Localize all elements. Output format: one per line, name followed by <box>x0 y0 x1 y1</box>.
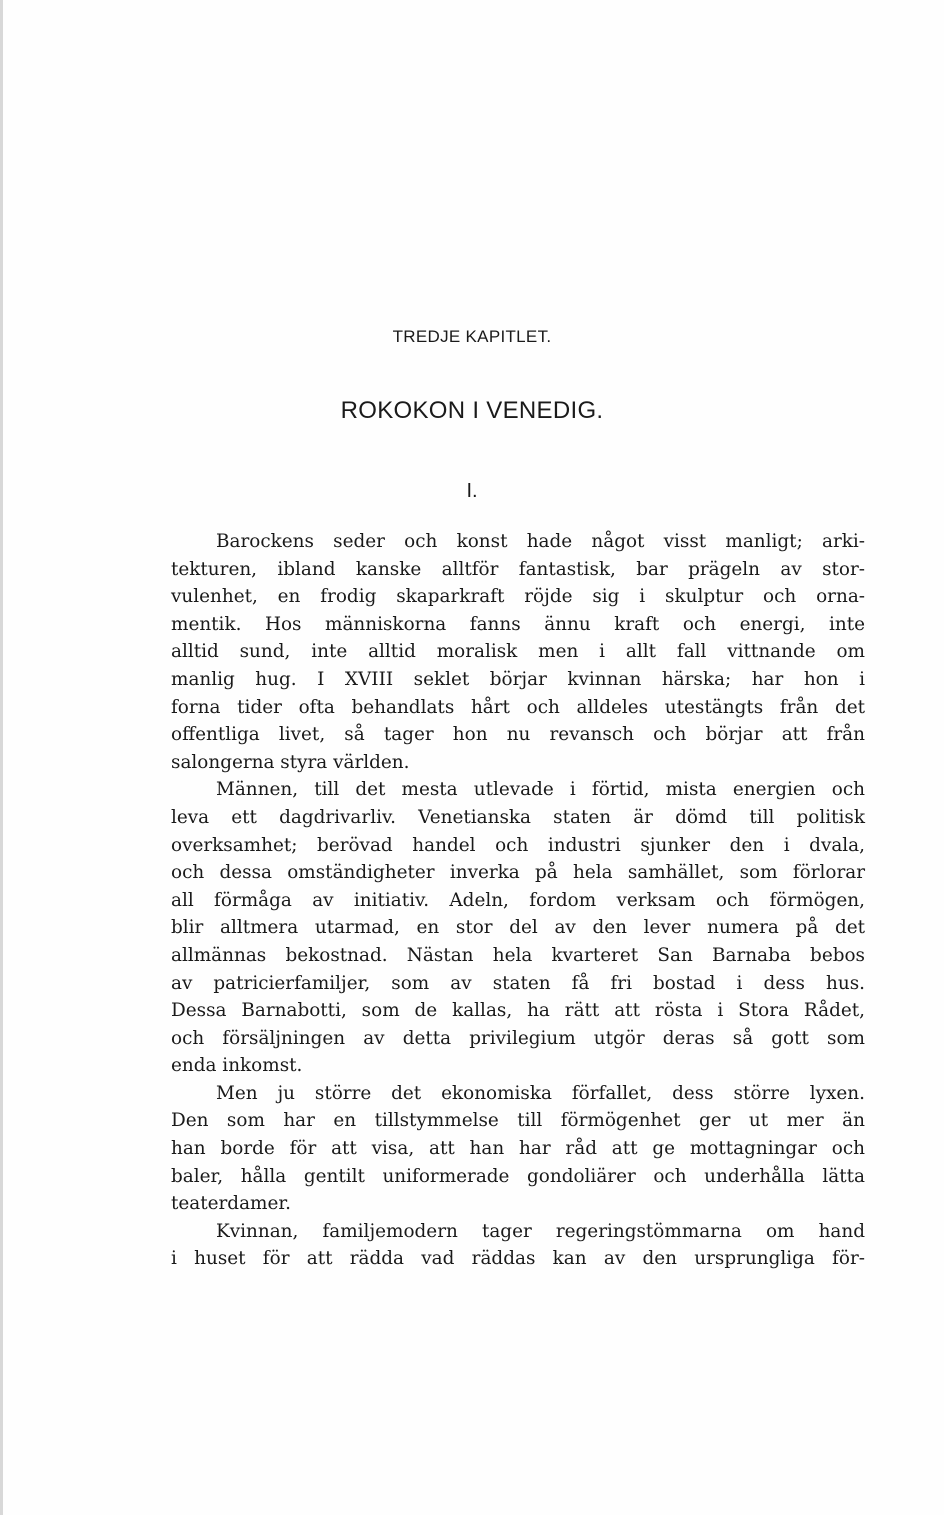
text-line: Barockens seder och konst hade något visst manligt; arki- <box>216 531 865 552</box>
text-line: forna tider ofta behandlats hårt och alldeles utestängts från det <box>171 696 865 718</box>
text-line: av patricierfamiljer, som av staten få fri bostad i dess hus. <box>171 972 865 994</box>
text-line: offentliga livet, så tager hon nu revansch och börjar att från <box>171 724 865 746</box>
text-line: och dessa omständigheter inverka på hela samhället, som förlorar <box>171 862 865 884</box>
paragraph-2 <box>171 776 865 1080</box>
text-line: all förmåga av initiativ. Adeln, fordom verksam och förmögen, <box>171 889 865 911</box>
text-line: allmännas bekostnad. Nästan hela kvarteret San Barnaba bebos <box>171 944 865 966</box>
page-edge <box>0 0 3 1515</box>
text-line: i huset för att rädda vad räddas kan av den ursprungliga för- <box>171 1248 865 1270</box>
paragraph-1 <box>171 528 865 776</box>
text-line: teaterdamer. <box>171 1193 291 1215</box>
text-line: manlig hug. I XVIII seklet börjar kvinnan härska; har hon i <box>171 668 865 690</box>
text-line: overksamhet; berövad handel och industri sjunker den i dvala, <box>171 834 865 856</box>
text-line: mentik. Hos människorna fanns ännu kraft och energi, inte <box>171 613 865 635</box>
text-line: blir alltmera utarmad, en stor del av den lever numera på det <box>171 917 865 939</box>
text-line: Den som har en tillstymmelse till förmögenhet ger ut mer än <box>171 1110 865 1132</box>
text-line: tekturen, ibland kanske alltför fantastisk, bar prägeln av stor- <box>171 558 865 580</box>
paragraph-4 <box>171 1218 865 1273</box>
text-line: Kvinnan, familjemodern tager regeringstömmarna om hand <box>216 1220 865 1242</box>
chapter-title: ROKOKON I VENEDIG. <box>340 397 604 424</box>
section-number: I. <box>466 480 478 502</box>
text-line: leva ett dagdrivarliv. Venetianska staten är dömd till politisk <box>171 806 865 828</box>
text-line: salongerna styra världen. <box>171 751 410 773</box>
text-line: enda inkomst. <box>171 1055 303 1077</box>
text-line: och försäljningen av detta privilegium utgör deras så gott som <box>171 1027 865 1049</box>
text-line: han borde för att visa, att han har råd att ge mottagningar och <box>171 1138 865 1160</box>
paragraph-3 <box>171 1080 865 1218</box>
text-line: Männen, till det mesta utlevade i förtid, mista energien och <box>216 779 865 801</box>
text-line: Dessa Barnabotti, som de kallas, ha rätt att rösta i Stora Rådet, <box>171 1000 865 1022</box>
text-line: alltid sund, inte alltid moralisk men i allt fall vittnande om <box>171 641 865 663</box>
text-line: Men ju större det ekonomiska förfallet, dess större lyxen. <box>216 1082 865 1104</box>
body-text <box>171 528 865 1273</box>
text-line: baler, hålla gentilt uniformerade gondoliärer och underhålla lätta <box>171 1165 865 1187</box>
chapter-label: TREDJE KAPITLET. <box>392 327 552 346</box>
text-line: vulenhet, en frodig skaparkraft röjde sig i skulptur och orna- <box>171 586 865 608</box>
